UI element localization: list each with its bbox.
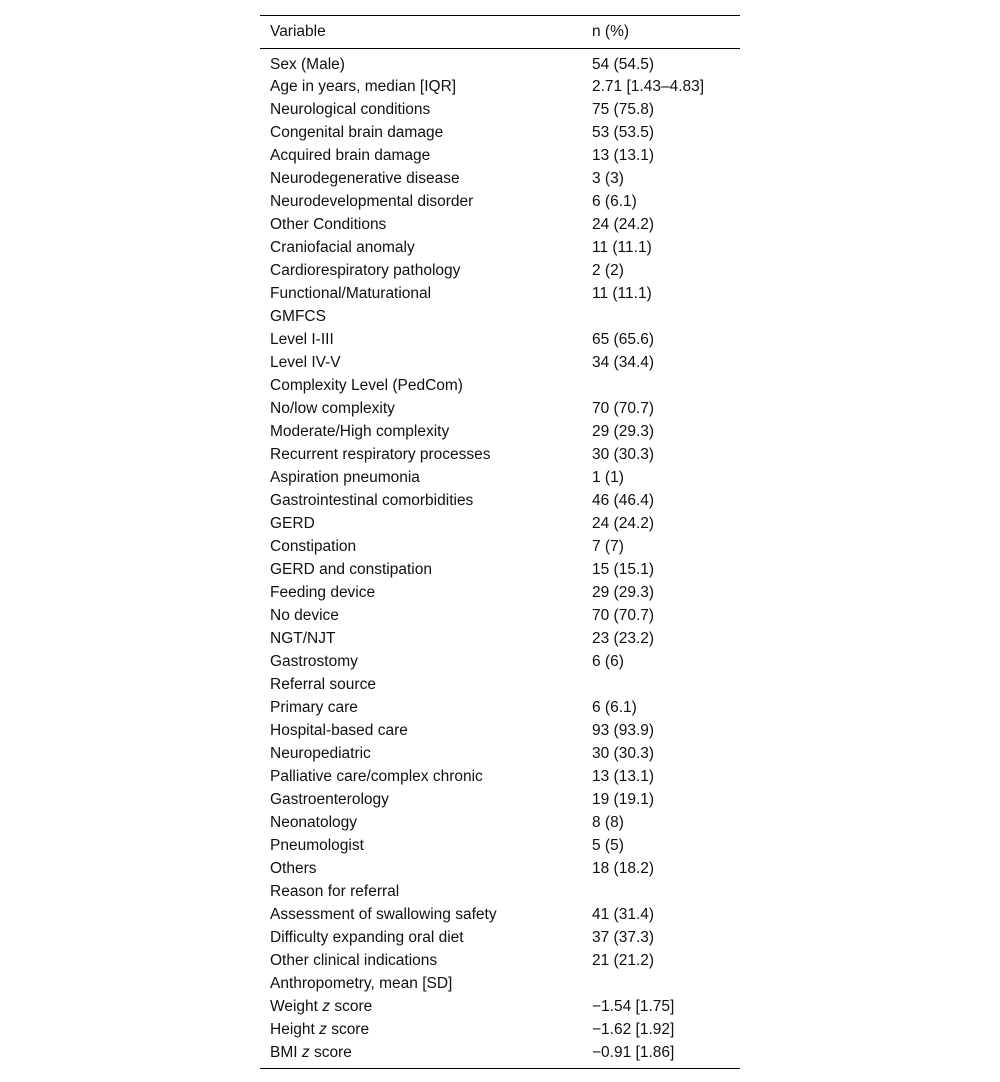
table-row bbox=[260, 674, 740, 697]
z-symbol: z bbox=[301, 1043, 310, 1061]
variable-label: Aspiration pneumonia bbox=[270, 469, 420, 486]
table-row bbox=[260, 582, 740, 605]
value-cell: 5 (5) bbox=[592, 837, 624, 854]
subcategory-label: Primary care bbox=[270, 699, 358, 716]
table-row bbox=[260, 605, 740, 628]
value-cell: 7 (7) bbox=[592, 538, 624, 555]
table-row bbox=[260, 835, 740, 858]
subcategory-label: Moderate/High complexity bbox=[270, 423, 450, 440]
value-cell bbox=[582, 674, 740, 697]
variable-label: Other Conditions bbox=[270, 216, 387, 233]
value-cell: 93 (93.9) bbox=[592, 722, 655, 739]
table-row bbox=[260, 237, 740, 260]
table-row bbox=[260, 881, 740, 904]
label-text: Weight bbox=[270, 998, 318, 1015]
table-row bbox=[260, 536, 740, 559]
table-row bbox=[260, 628, 740, 651]
subcategory-label: GERD and constipation bbox=[270, 561, 432, 578]
subcategory-label: No device bbox=[270, 607, 339, 624]
table-row bbox=[260, 904, 740, 927]
value-cell: 54 (54.5) bbox=[592, 56, 655, 74]
table-row bbox=[260, 973, 740, 996]
value-cell: 19 (19.1) bbox=[592, 791, 655, 808]
value-cell: 70 (70.7) bbox=[592, 400, 655, 417]
value-cell bbox=[582, 375, 740, 398]
table-row bbox=[260, 1019, 740, 1042]
value-cell: 13 (13.1) bbox=[592, 147, 655, 164]
subcategory-label bbox=[260, 1042, 582, 1069]
label-suffix: score bbox=[334, 998, 373, 1015]
value-cell: 6 (6.1) bbox=[592, 193, 637, 210]
value-cell: −1.62 [1.92] bbox=[592, 1021, 675, 1038]
value-cell: 24 (24.2) bbox=[592, 216, 655, 233]
variable-label: Age in years, median [IQR] bbox=[270, 78, 457, 95]
subcategory-label: No/low complexity bbox=[270, 400, 395, 417]
subcategory-label: Other clinical indications bbox=[270, 952, 438, 969]
value-cell: 13 (13.1) bbox=[592, 768, 655, 785]
z-symbol: z bbox=[322, 998, 331, 1015]
value-cell: 23 (23.2) bbox=[592, 630, 655, 647]
value-cell: 11 (11.1) bbox=[592, 239, 652, 256]
subcategory-label: Others bbox=[270, 860, 317, 877]
header-variable: Variable bbox=[260, 16, 582, 49]
table-row bbox=[260, 191, 740, 214]
variable-label: Referral source bbox=[270, 676, 376, 693]
variable-label: Neurological conditions bbox=[270, 101, 431, 118]
subcategory-label bbox=[260, 1019, 582, 1042]
table-row bbox=[260, 766, 740, 789]
subcategory-label: Acquired brain damage bbox=[270, 147, 431, 164]
variable-label: Recurrent respiratory processes bbox=[270, 446, 491, 463]
label-text: BMI bbox=[270, 1043, 298, 1061]
table-row bbox=[260, 421, 740, 444]
value-cell: 6 (6) bbox=[592, 653, 624, 670]
value-cell: 41 (31.4) bbox=[592, 906, 655, 923]
table-row bbox=[260, 375, 740, 398]
subcategory-label: Level I-III bbox=[270, 331, 334, 348]
subcategory-label: Congenital brain damage bbox=[270, 124, 444, 141]
table-row bbox=[260, 467, 740, 490]
value-cell bbox=[582, 306, 740, 329]
variable-label: Gastrointestinal comorbidities bbox=[270, 492, 474, 509]
table-row bbox=[260, 950, 740, 973]
header-value: n (%) bbox=[582, 16, 740, 49]
value-cell: 1 (1) bbox=[592, 469, 624, 486]
value-cell: 30 (30.3) bbox=[592, 446, 655, 463]
z-symbol: z bbox=[319, 1021, 327, 1038]
subcategory-label: Palliative care/complex chronic bbox=[270, 768, 483, 785]
value-cell: 65 (65.6) bbox=[592, 331, 655, 348]
label-text: Height bbox=[270, 1021, 315, 1038]
value-cell: −0.91 [1.86] bbox=[582, 1042, 740, 1069]
table-row bbox=[260, 1042, 740, 1069]
value-cell: 6 (6.1) bbox=[592, 699, 637, 716]
value-cell: 18 (18.2) bbox=[592, 860, 655, 877]
table-row bbox=[260, 49, 740, 76]
table-row bbox=[260, 145, 740, 168]
table-row bbox=[260, 306, 740, 329]
table-row bbox=[260, 490, 740, 513]
table-row bbox=[260, 559, 740, 582]
value-cell: 8 (8) bbox=[592, 814, 624, 831]
value-cell bbox=[582, 881, 740, 904]
subcategory-label: Hospital-based care bbox=[270, 722, 408, 739]
table-row bbox=[260, 329, 740, 352]
table-row bbox=[260, 168, 740, 191]
table-row bbox=[260, 122, 740, 145]
variable-label: GMFCS bbox=[270, 308, 326, 325]
table-row bbox=[260, 513, 740, 536]
table-row bbox=[260, 214, 740, 237]
subcategory-label: GERD bbox=[270, 515, 315, 532]
subcategory-label bbox=[260, 996, 582, 1019]
table-row bbox=[260, 789, 740, 812]
variable-label: Reason for referral bbox=[270, 883, 400, 900]
value-cell: 37 (37.3) bbox=[592, 929, 655, 946]
value-cell: 24 (24.2) bbox=[592, 515, 655, 532]
table-row bbox=[260, 651, 740, 674]
label-suffix: score bbox=[331, 1021, 370, 1038]
characteristics-table bbox=[260, 15, 740, 1069]
subcategory-label: Gastrostomy bbox=[270, 653, 358, 670]
value-cell: 46 (46.4) bbox=[592, 492, 655, 509]
table-row bbox=[260, 697, 740, 720]
table-row bbox=[260, 743, 740, 766]
table-row bbox=[260, 444, 740, 467]
value-cell bbox=[582, 973, 740, 996]
variable-label: Anthropometry, mean [SD] bbox=[270, 975, 453, 992]
table-body bbox=[260, 49, 740, 1069]
table-row bbox=[260, 260, 740, 283]
subcategory-label: Gastroenterology bbox=[270, 791, 389, 808]
header-row bbox=[260, 16, 740, 49]
table-row bbox=[260, 812, 740, 835]
label-suffix: score bbox=[313, 1043, 352, 1061]
value-cell: 30 (30.3) bbox=[592, 745, 655, 762]
subcategory-label: Cardiorespiratory pathology bbox=[270, 262, 461, 279]
table-row bbox=[260, 996, 740, 1019]
table-row bbox=[260, 352, 740, 375]
table-row bbox=[260, 720, 740, 743]
value-cell: 34 (34.4) bbox=[592, 354, 655, 371]
subcategory-label: Neuropediatric bbox=[270, 745, 371, 762]
subcategory-label: Craniofacial anomaly bbox=[270, 239, 415, 256]
subcategory-label: Functional/Maturational bbox=[270, 285, 432, 302]
value-cell: 2 (2) bbox=[592, 262, 624, 279]
table-row bbox=[260, 76, 740, 99]
table-row bbox=[260, 927, 740, 950]
table-header bbox=[260, 16, 740, 49]
subcategory-label: Neonatology bbox=[270, 814, 358, 831]
value-cell: −1.54 [1.75] bbox=[592, 998, 675, 1015]
value-cell: 11 (11.1) bbox=[592, 285, 652, 302]
value-cell: 2.71 [1.43–4.83] bbox=[592, 78, 705, 95]
value-cell: 29 (29.3) bbox=[592, 423, 655, 440]
subcategory-label: Constipation bbox=[270, 538, 357, 555]
value-cell: 21 (21.2) bbox=[592, 952, 655, 969]
value-cell: 3 (3) bbox=[592, 170, 624, 187]
variable-label: Complexity Level (PedCom) bbox=[270, 377, 463, 394]
subcategory-label: Assessment of swallowing safety bbox=[270, 906, 497, 923]
table-row bbox=[260, 99, 740, 122]
subcategory-label: Difficulty expanding oral diet bbox=[270, 929, 464, 946]
table-row bbox=[260, 858, 740, 881]
table-row bbox=[260, 398, 740, 421]
subcategory-label: NGT/NJT bbox=[270, 630, 336, 647]
value-cell: 70 (70.7) bbox=[592, 607, 655, 624]
subcategory-label: Neurodegenerative disease bbox=[270, 170, 460, 187]
value-cell: 15 (15.1) bbox=[592, 561, 655, 578]
value-cell: 29 (29.3) bbox=[592, 584, 655, 601]
subcategory-label: Level IV-V bbox=[270, 354, 341, 371]
value-cell: 75 (75.8) bbox=[592, 101, 655, 118]
variable-label: Feeding device bbox=[270, 584, 376, 601]
variable-label: Sex (Male) bbox=[270, 56, 345, 74]
subcategory-label: Neurodevelopmental disorder bbox=[270, 193, 474, 210]
value-cell: 53 (53.5) bbox=[592, 124, 655, 141]
table-row bbox=[260, 283, 740, 306]
subcategory-label: Pneumologist bbox=[270, 837, 364, 854]
